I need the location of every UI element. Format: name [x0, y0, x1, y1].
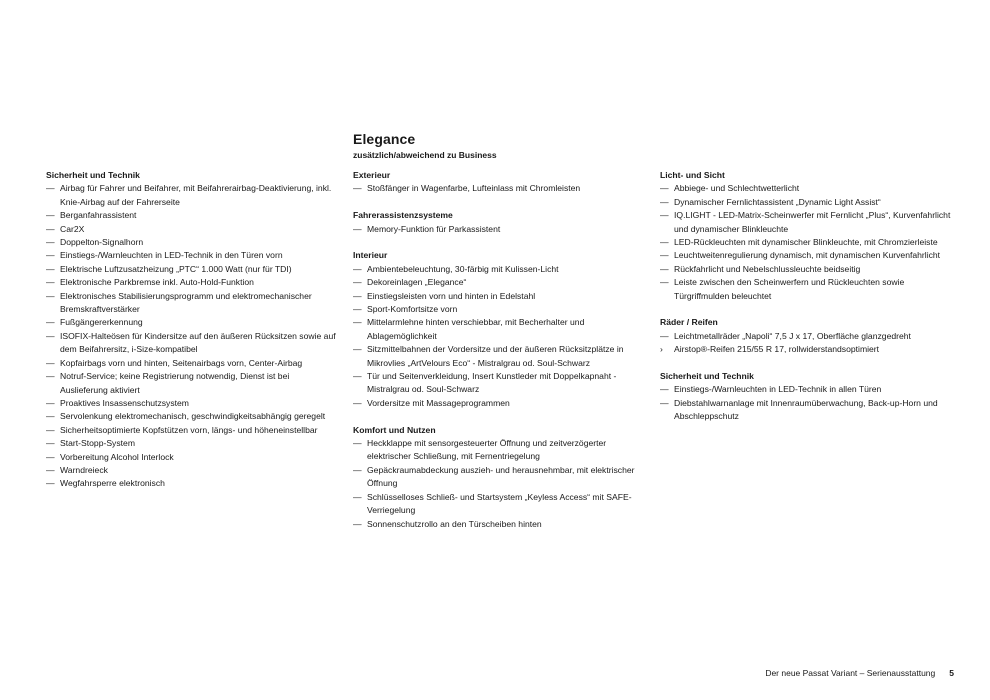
section-title: Licht- und Sicht	[660, 170, 725, 180]
spec-item	[353, 223, 649, 236]
spec-section	[353, 169, 649, 196]
spec-list	[660, 330, 956, 357]
spec-item	[660, 209, 956, 236]
spec-item	[353, 518, 649, 531]
spec-item	[353, 303, 649, 316]
spec-item-text: Fußgängererkennung	[60, 317, 143, 328]
spec-item	[353, 316, 649, 343]
section-title: Interieur	[353, 250, 388, 261]
spec-item	[353, 370, 649, 397]
spec-item	[660, 397, 956, 424]
page-subtitle: zusätzlich/abweichend zu Business	[353, 150, 497, 160]
spec-item	[46, 290, 338, 317]
spec-list	[353, 182, 649, 195]
spec-item	[46, 464, 338, 477]
spec-item-text: Heckklappe mit sensorgesteuerter Öffnung und zeitverzögerter elektrischer Schließung, mit Fernentriegelung	[367, 438, 607, 462]
spec-item-text: Airbag für Fahrer und Beifahrer, mit Beifahrerairbag-Deaktivierung, inkl. Knie-Airbag auf der Fahrerseite	[60, 183, 332, 207]
spec-item-text: Berganfahrassistent	[60, 210, 137, 221]
spec-item-text: Elektrische Luftzusatzheizung „PTC“ 1.000 Watt (nur für TDI)	[60, 263, 292, 274]
spec-list	[353, 437, 649, 531]
spec-item	[46, 451, 338, 464]
section-title: Exterieur	[353, 170, 391, 180]
spec-item-text: Einstiegs-/Warnleuchten in LED-Technik in allen Türen	[674, 384, 882, 395]
spec-section	[46, 169, 338, 491]
section-title: Fahrerassistenzsysteme	[353, 210, 453, 221]
spec-list	[660, 383, 956, 423]
spec-item	[353, 437, 649, 464]
spec-section	[353, 424, 649, 531]
spec-item-text: Proaktives Insassenschutzsystem	[60, 397, 189, 408]
spec-section	[660, 370, 956, 424]
spec-section	[660, 316, 956, 356]
spec-item-text: Leichtmetallräder „Napoli“ 7,5 J x 17, Oberfläche glanzgedreht	[674, 330, 911, 341]
spec-item	[46, 397, 338, 410]
spec-item-text: Mittelarmlehne hinten verschiebbar, mit Becherhalter und Ablagemöglichkeit	[367, 317, 585, 341]
spec-item-text: Rückfahrlicht und Nebelschlussleuchte beidseitig	[674, 263, 861, 274]
spec-item-text: Leuchtweitenregulierung dynamisch, mit dynamischen Kurvenfahrlicht	[674, 250, 941, 261]
spec-item-text: Sitzmittelbahnen der Vordersitze und der äußeren Rücksitzplätze in Mikrovlies „ArtVelours Eco“ - Mistralgrau od. Soul-Schwarz	[367, 344, 624, 368]
spec-item-text: Tür und Seitenverkleidung, Insert Kunstleder mit Doppelkapnaht - Mistralgrau od. Soul-Schwarz	[367, 371, 617, 395]
spec-item-text: LED-Rückleuchten mit dynamischer Blinkleuchte, mit Chromzierleiste	[674, 237, 938, 248]
spec-item-text: IQ.LIGHT - LED-Matrix-Scheinwerfer mit Fernlicht „Plus“, Kurvenfahrlicht und dynamischer Blinkleuchte	[674, 210, 951, 234]
spec-item	[46, 437, 338, 450]
spec-item-text: Car2X	[60, 223, 85, 234]
spec-item-text: Ambientebeleuchtung, 30-färbig mit Kulissen-Licht	[367, 263, 559, 274]
spec-item	[660, 276, 956, 303]
spec-item	[46, 182, 338, 209]
spec-item	[660, 236, 956, 249]
spec-item-text: Start-Stopp-System	[60, 438, 135, 449]
spec-item-text: Elektronisches Stabilisierungsprogramm und elektromechanischer Bremskraftverstärker	[60, 290, 312, 315]
spec-item	[46, 263, 338, 276]
page-number: 5	[949, 668, 954, 678]
spec-item-text: Warndreieck	[60, 464, 108, 475]
spec-sub-item	[660, 343, 956, 356]
spec-item-text: Servolenkung elektromechanisch, geschwindigkeitsabhängig geregelt	[60, 411, 326, 422]
spec-item-text: Leiste zwischen den Scheinwerfern und Rückleuchten sowie Türgriffmulden beleuchtet	[674, 277, 905, 301]
spec-list	[660, 182, 956, 303]
spec-item	[353, 343, 649, 370]
spec-item	[660, 196, 956, 209]
spec-item-text: Sicherheitsoptimierte Kopfstützen vorn, längs- und höheneinstellbar	[60, 424, 318, 435]
spec-section	[660, 169, 956, 303]
spec-item-text: Diebstahlwarnanlage mit Innenraumüberwachung, Back-up-Horn und Abschleppschutz	[674, 397, 938, 422]
spec-item	[46, 249, 338, 262]
spec-item-text: Gepäckraumabdeckung auszieh- und herausnehmbar, mit elektrischer Öffnung	[367, 464, 635, 489]
spec-item	[353, 263, 649, 276]
spec-item	[46, 276, 338, 289]
spec-item	[46, 209, 338, 222]
spec-item	[353, 276, 649, 289]
spec-item	[46, 410, 338, 423]
spec-item-text: Schlüsselloses Schließ- und Startsystem „Keyless Access“ mit SAFE-Verriegelung	[367, 491, 632, 516]
spec-item	[660, 383, 956, 396]
spec-list	[46, 182, 338, 490]
spec-item-text: Vordersitze mit Massageprogrammen	[367, 397, 510, 408]
spec-item	[46, 370, 338, 397]
spec-item-text: Vorbereitung Alcohol Interlock	[60, 451, 174, 462]
spec-item-text: Stoßfänger in Wagenfarbe, Lufteinlass mit Chromleisten	[367, 183, 581, 194]
spec-item-text: Notruf-Service; keine Registrierung notwendig, Dienst ist bei Auslieferung aktiviert	[60, 371, 290, 395]
spec-item	[46, 424, 338, 437]
spec-item	[353, 464, 649, 491]
spec-item-text: Airstop®-Reifen 215/55 R 17, rollwiderstandsoptimiert	[674, 344, 880, 355]
spec-list	[353, 223, 649, 236]
spec-item	[46, 236, 338, 249]
page-footer	[640, 668, 954, 678]
spec-section	[353, 249, 649, 410]
chevron-right-icon: ›	[660, 344, 663, 355]
spec-item	[46, 316, 338, 329]
spec-item	[660, 249, 956, 262]
spec-item-text: Einstiegs-/Warnleuchten in LED-Technik in den Türen vorn	[60, 250, 283, 261]
spec-item	[660, 330, 956, 343]
spec-item-text: Dynamischer Fernlichtassistent „Dynamic Light Assist“	[674, 196, 881, 207]
section-title: Komfort und Nutzen	[353, 424, 436, 435]
spec-item	[353, 397, 649, 410]
section-title: Sicherheit und Technik	[660, 371, 754, 382]
spec-item	[660, 182, 956, 195]
spec-item-text: Wegfahrsperre elektronisch	[60, 478, 165, 489]
spec-list	[353, 263, 649, 410]
column-3	[660, 169, 956, 437]
spec-item	[353, 182, 649, 195]
section-title: Sicherheit und Technik	[46, 170, 140, 180]
spec-item	[46, 357, 338, 370]
section-title: Räder / Reifen	[660, 317, 718, 328]
spec-item-text: Elektronische Parkbremse inkl. Auto-Hold-Funktion	[60, 277, 254, 288]
spec-item-text: Sonnenschutzrollo an den Türscheiben hinten	[367, 518, 542, 529]
spec-item-text: Doppelton-Signalhorn	[60, 237, 144, 248]
spec-item-text: Sport-Komfortsitze vorn	[367, 304, 458, 315]
spec-item	[46, 477, 338, 490]
page-title: Elegance	[353, 131, 416, 147]
footer-text: Der neue Passat Variant – Serienausstattung	[765, 668, 936, 678]
spec-section	[353, 209, 649, 236]
spec-item-text: Memory-Funktion für Parkassistent	[367, 223, 501, 234]
spec-item-text: Kopfairbags vorn und hinten, Seitenairbags vorn, Center-Airbag	[60, 357, 303, 368]
spec-item	[660, 263, 956, 276]
spec-item-text: Abbiege- und Schlechtwetterlicht	[674, 183, 800, 194]
spec-item-text: Dekoreinlagen „Elegance“	[367, 277, 467, 288]
spec-item-text: Einstiegsleisten vorn und hinten in Edelstahl	[367, 290, 536, 301]
spec-item-text: ISOFIX-Halteösen für Kindersitze auf den äußeren Rücksitzen sowie auf dem Beifahrersitz, i-Size-kompatibel	[60, 330, 336, 355]
spec-item	[353, 290, 649, 303]
spec-item	[353, 491, 649, 518]
spec-item	[46, 223, 338, 236]
spec-item	[46, 330, 338, 357]
column-2	[353, 169, 649, 544]
column-1	[46, 169, 338, 504]
